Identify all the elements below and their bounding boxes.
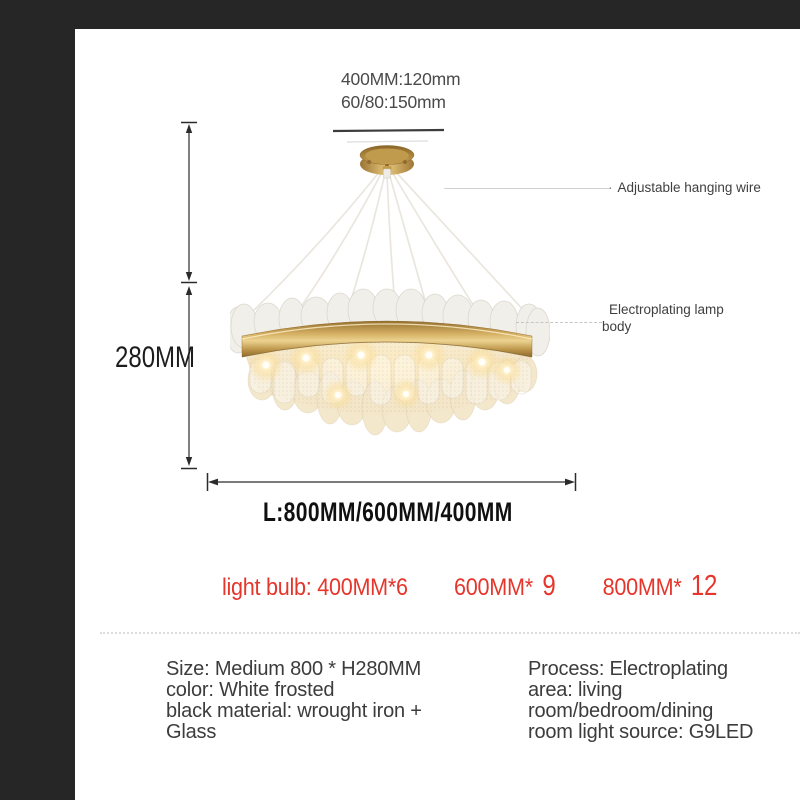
bulb-note-400: light bulb: 400MM*6 (222, 574, 408, 601)
light-bulb-note (222, 570, 719, 603)
spec-area: area: living (528, 679, 623, 701)
hanging-wire-callout-line (444, 188, 609, 189)
callout-bullet: · (608, 180, 613, 195)
lamp-body-callout-line (516, 322, 602, 323)
spec-area-cont: room/bedroom/dining (528, 700, 714, 722)
bulb-note-800-count: 12 (690, 570, 718, 602)
section-divider (100, 632, 800, 634)
install-size-line1: 400MM:120mm (341, 69, 461, 89)
length-dimension-label: L:800MM/600MM/400MM (263, 497, 513, 527)
spec-light-source: room light source: G9LED (528, 721, 754, 743)
hanging-wire-callout-label (608, 180, 761, 195)
lamp-body-callout-label: Electroplating lamp body (602, 302, 724, 334)
install-size-line2: 60/80:150mm (341, 92, 446, 112)
spec-color: color: White frosted (166, 679, 335, 701)
height-dimension-label: 280MM (115, 341, 196, 374)
bulb-note-600: 600MM* (454, 574, 533, 601)
specs-left-block (166, 659, 422, 743)
specs-right-block (528, 659, 753, 743)
frame-left-bar (0, 0, 75, 800)
hanging-wire-text: Adjustable hanging wire (617, 180, 761, 195)
bulb-note-800: 800MM* (602, 574, 682, 601)
spec-material-cont: Glass (166, 721, 217, 743)
install-size-note (341, 68, 460, 114)
spec-material: black material: wrought iron + (166, 700, 422, 722)
spec-size: Size: Medium 800 * H280MM (166, 658, 422, 680)
spec-process: Process: Electroplating (528, 658, 728, 680)
bulb-note-600-count: 9 (542, 570, 556, 602)
frame-top-bar (0, 0, 800, 29)
